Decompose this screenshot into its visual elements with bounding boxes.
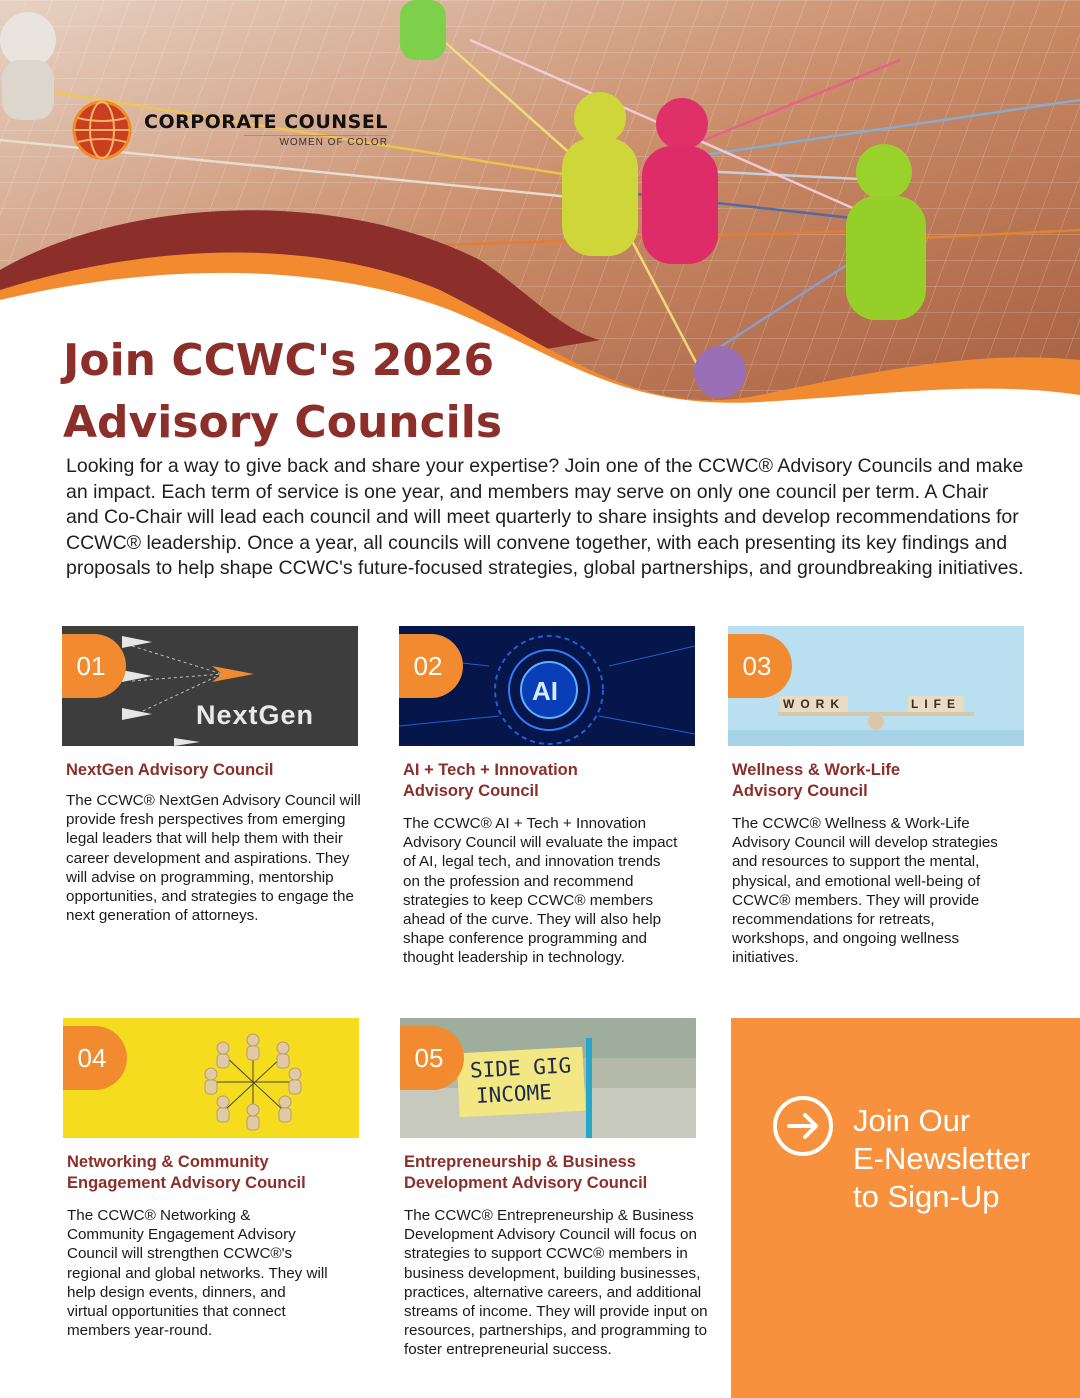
- card-image-label-left: WORK: [780, 696, 848, 712]
- card-body: The CCWC® NextGen Advisory Council will provide fresh perspectives from emerging legal leaders that will help them with their career development and aspirations. They will advise on programming, mentorship opportunities, and strategies to engage the next generation of attorneys.: [66, 792, 361, 925]
- figure-white: [0, 12, 56, 120]
- card-image-label: NextGen: [196, 700, 315, 730]
- card-image: [400, 1018, 696, 1138]
- cta-line-3: to Sign-Up: [853, 1179, 1000, 1214]
- arrow-right-circle-icon[interactable]: [771, 1094, 835, 1158]
- card-number: 05: [400, 1026, 464, 1090]
- newsletter-signup-link[interactable]: [853, 1102, 1073, 1216]
- title-line-1: Join CCWC's 2026: [63, 335, 495, 386]
- card-title: Networking & Community Engagement Advisory Council: [67, 1153, 306, 1192]
- newsletter-signup-panel[interactable]: [731, 1018, 1080, 1398]
- council-card-nextgen: [62, 626, 362, 925]
- council-card-entrepreneurship: [400, 1018, 708, 1360]
- card-number: 02: [399, 634, 463, 698]
- card-title: AI + Tech + Innovation Advisory Council: [403, 761, 578, 800]
- card-image-label-line-2: INCOME: [475, 1080, 553, 1108]
- card-image: [728, 626, 1024, 746]
- card-image: [399, 626, 695, 746]
- page-title: [63, 330, 663, 454]
- cta-line-2: E-Newsletter: [853, 1141, 1031, 1176]
- card-title: NextGen Advisory Council: [66, 761, 274, 779]
- card-title: Entrepreneurship & Business Development Advisory Council: [404, 1153, 648, 1192]
- card-body: The CCWC® Wellness & Work-Life Advisory Council will develop strategies and resources to support the mental, physical, and emotional well-being of CCWC® members. They will provide recommendations for retreats, workshops, and ongoing wellness initiatives.: [732, 815, 998, 967]
- council-card-ai: [399, 626, 699, 968]
- card-image-label-line-1: SIDE GIG: [469, 1053, 572, 1083]
- card-image-label: AI: [532, 676, 558, 706]
- cta-line-1: Join Our: [853, 1103, 971, 1138]
- council-card-networking: [63, 1018, 363, 1340]
- card-image-label-right: LIFE: [908, 696, 964, 712]
- card-body: The CCWC® Entrepreneurship & Business Development Advisory Council will focus on strategies to support CCWC® members in business development, building businesses, practices, alternative careers, and additional streams of income. They will provide input on resources, partnerships, and programming to foster entrepreneurial success.: [404, 1207, 708, 1359]
- council-card-wellness: [728, 626, 1028, 968]
- brand-name: CORPORATE COUNSEL: [144, 110, 388, 133]
- card-image: [63, 1018, 359, 1138]
- figure-purple: [694, 346, 746, 398]
- figure-green-back: [400, 0, 446, 60]
- intro-paragraph: Looking for a way to give back and share your expertise? Join one of the CCWC® Advisory Councils and make an impact. Each term of service is one year, and members may serve on only one council per term. A Chair and Co-Chair will lead each council and will meet quarterly to share insights and develop recommendations for CCWC® leadership. Once a year, all councils will convene together, with each presenting its key findings and proposals to help shape CCWC's future-focused strategies, global partnerships, and groundbreaking initiatives.: [66, 455, 1024, 579]
- card-image: [62, 626, 358, 746]
- card-title: Wellness & Work-Life Advisory Council: [732, 761, 901, 800]
- globe-icon: [72, 100, 132, 160]
- title-line-2: Advisory Councils: [63, 397, 503, 448]
- brand-logo: [72, 100, 388, 160]
- card-number: 04: [63, 1026, 127, 1090]
- card-number: 03: [728, 634, 792, 698]
- card-body: The CCWC® Networking & Community Engagement Advisory Council will strengthen CCWC®'s regional and global networks. They will help design events, dinners, and virtual opportunities that connect members year-round.: [67, 1207, 328, 1340]
- card-body: The CCWC® AI + Tech + Innovation Advisory Council will evaluate the impact of AI, legal tech, and innovation trends on the profession and recommend strategies to keep CCWC® members ahead of the curve. They will also help shape conference programming and thought leadership in technology.: [403, 815, 678, 967]
- brand-subtitle: WOMEN OF COLOR: [244, 135, 388, 148]
- card-number: 01: [62, 634, 126, 698]
